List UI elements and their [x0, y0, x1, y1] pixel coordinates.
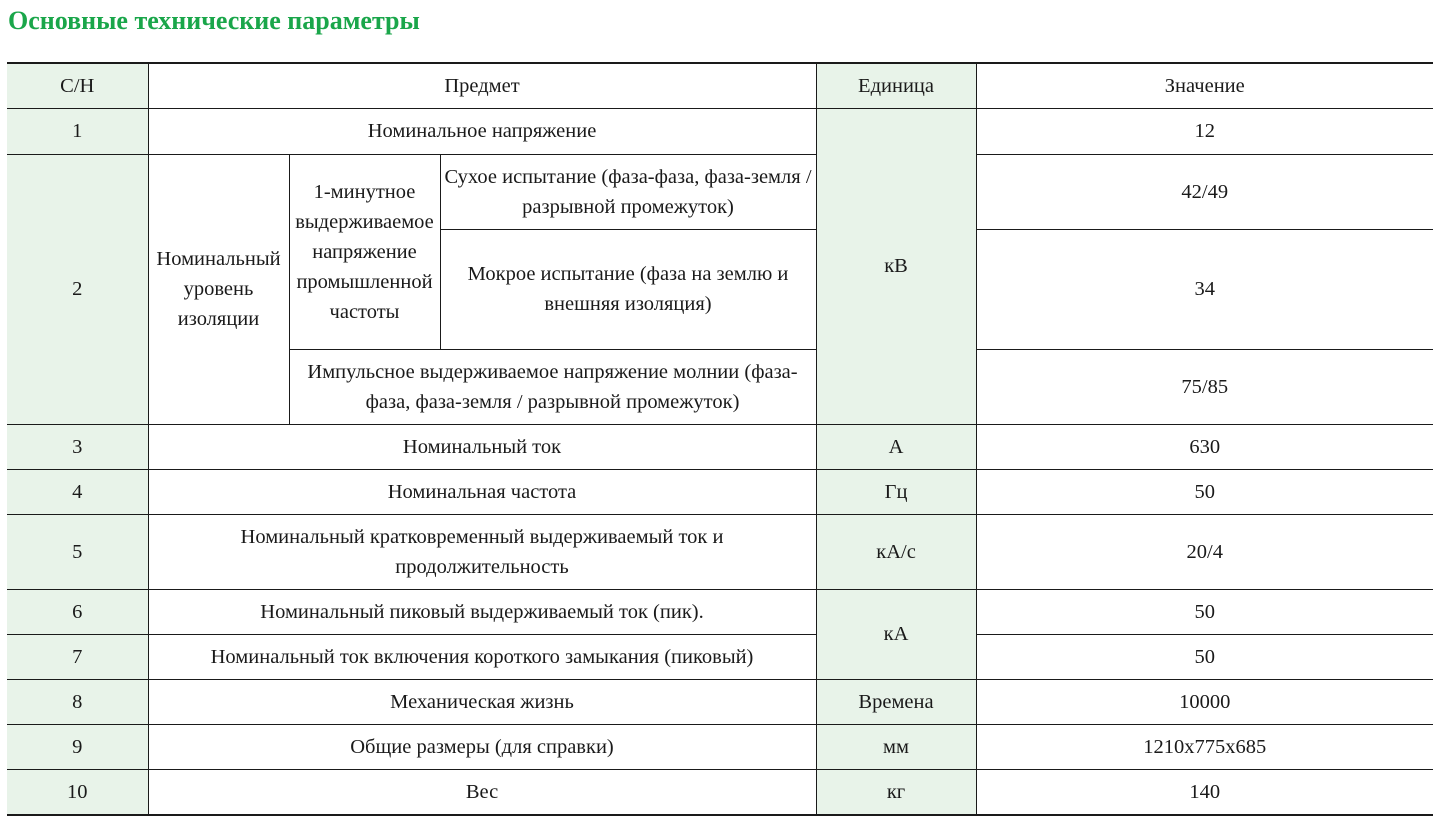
row-unit: мм: [816, 724, 976, 769]
row-value: 34: [976, 229, 1433, 349]
spec-table: [7, 62, 1433, 816]
row-item: Номинальный ток: [148, 424, 816, 469]
table-row: [7, 679, 1433, 724]
row-value: 50: [976, 469, 1433, 514]
header-value: Значение: [976, 63, 1433, 108]
row-item: Механическая жизнь: [148, 679, 816, 724]
wet-test-cell: Мокрое испытание (фаза на землю и внешняя изоляция): [440, 229, 816, 349]
row-value: 12: [976, 108, 1433, 154]
insulation-level-cell: Номинальный уровень изоляции: [148, 154, 289, 424]
row-sn: 2: [7, 154, 148, 424]
row-sn: 7: [7, 634, 148, 679]
table-row: [7, 154, 1433, 229]
power-frequency-cell: 1-минутное выдерживаемое напряжение промышленной частоты: [289, 154, 440, 349]
row-value: 42/49: [976, 154, 1433, 229]
table-row: [7, 108, 1433, 154]
row-value: 50: [976, 634, 1433, 679]
row-unit: Гц: [816, 469, 976, 514]
row-value: 1210x775x685: [976, 724, 1433, 769]
row-sn: 9: [7, 724, 148, 769]
row-value: 140: [976, 769, 1433, 815]
row-item: Вес: [148, 769, 816, 815]
row-sn: 3: [7, 424, 148, 469]
row-sn: 1: [7, 108, 148, 154]
row-sn: 10: [7, 769, 148, 815]
row-unit: кВ: [816, 108, 976, 424]
table-row: [7, 469, 1433, 514]
page-title: Основные технические параметры: [8, 6, 420, 35]
row-unit: А: [816, 424, 976, 469]
row-item: Номинальная частота: [148, 469, 816, 514]
header-unit: Единица: [816, 63, 976, 108]
table-row: [7, 724, 1433, 769]
row-unit: кА: [816, 589, 976, 679]
row-value: 630: [976, 424, 1433, 469]
row-unit: кг: [816, 769, 976, 815]
table-row: [7, 769, 1433, 815]
row-unit: Времена: [816, 679, 976, 724]
row-value: 75/85: [976, 349, 1433, 424]
row-sn: 4: [7, 469, 148, 514]
row-unit: кА/с: [816, 514, 976, 589]
row-item: Номинальный пиковый выдерживаемый ток (пик).: [148, 589, 816, 634]
row-sn: 5: [7, 514, 148, 589]
row-item: Номинальное напряжение: [148, 108, 816, 154]
row-value: 20/4: [976, 514, 1433, 589]
row-value: 10000: [976, 679, 1433, 724]
table-row: [7, 514, 1433, 589]
row-item: Общие размеры (для справки): [148, 724, 816, 769]
table-row: [7, 424, 1433, 469]
table-header-row: [7, 63, 1433, 108]
impulse-cell: Импульсное выдерживаемое напряжение молнии (фаза-фаза, фаза-земля / разрывной промежуток): [289, 349, 816, 424]
table-row: [7, 634, 1433, 679]
row-item: Номинальный ток включения короткого замыкания (пиковый): [148, 634, 816, 679]
row-sn: 8: [7, 679, 148, 724]
dry-test-cell: Сухое испытание (фаза-фаза, фаза-земля / разрывной промежуток): [440, 154, 816, 229]
header-item: Предмет: [148, 63, 816, 108]
row-value: 50: [976, 589, 1433, 634]
row-item: Номинальный кратковременный выдерживаемый ток и продолжительность: [148, 514, 816, 589]
row-sn: 6: [7, 589, 148, 634]
header-sn: С/Н: [7, 63, 148, 108]
table-row: [7, 589, 1433, 634]
